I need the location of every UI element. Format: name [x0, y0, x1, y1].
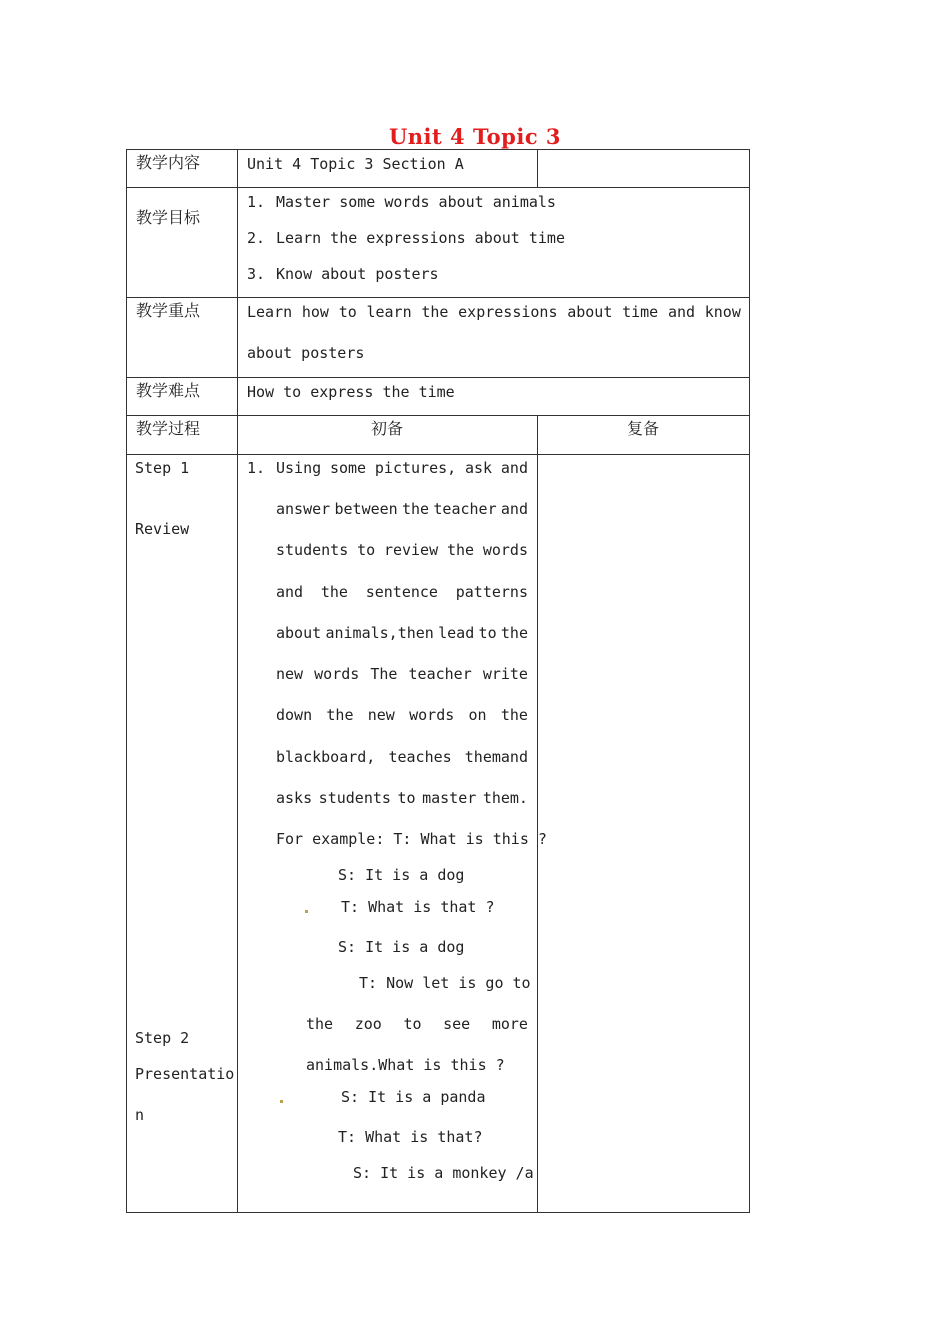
word: patterns — [455, 583, 528, 601]
word: The — [370, 665, 398, 683]
body-line — [276, 748, 528, 766]
word: teacher — [433, 500, 497, 518]
word: asks — [276, 789, 313, 807]
word: review — [383, 541, 439, 559]
word: and — [667, 303, 696, 321]
word: animals,then — [325, 624, 434, 642]
word: the — [500, 706, 528, 724]
row-label-key-points: 教学重点 — [136, 301, 201, 320]
word: master — [422, 789, 477, 807]
word: to — [397, 789, 416, 807]
dialogue-line: S: It is a panda — [341, 1088, 486, 1106]
table-rule — [126, 415, 750, 416]
word: to — [338, 303, 357, 321]
key-points-line: about posters — [247, 344, 365, 362]
word: expressions — [458, 303, 558, 321]
column-header-review: 复备 — [627, 419, 660, 438]
word: ask — [465, 459, 493, 477]
word: sentence — [365, 583, 438, 601]
table-rule — [126, 377, 750, 378]
word: and — [500, 459, 528, 477]
word: down — [276, 706, 313, 724]
step-label: Step 1 — [135, 459, 190, 477]
table-rule — [126, 454, 750, 455]
row-label-difficulties: 教学难点 — [136, 381, 201, 400]
word: know — [704, 303, 741, 321]
body-line — [276, 500, 528, 518]
body-line — [276, 706, 528, 724]
word: time — [622, 303, 659, 321]
example-line: For example: T: What is this ? — [276, 830, 547, 848]
word: see — [443, 1015, 471, 1033]
goal-number: 3. — [247, 265, 266, 283]
table-rule — [126, 1212, 750, 1213]
table-rule — [126, 149, 750, 150]
word: themand — [464, 748, 528, 766]
step-label: n — [135, 1106, 145, 1124]
word: Learn — [247, 303, 293, 321]
word: about — [567, 303, 613, 321]
goal-text: Master some words about animals — [276, 193, 556, 211]
word: and — [500, 500, 528, 518]
word: between — [334, 500, 398, 518]
lesson-plan-table — [126, 149, 750, 1213]
body-line — [276, 583, 528, 601]
word: learn — [366, 303, 412, 321]
table-rule — [537, 149, 538, 188]
word: more — [491, 1015, 528, 1033]
row-label-process: 教学过程 — [136, 419, 201, 438]
row-label-content: 教学内容 — [136, 153, 201, 172]
key-points-line — [247, 303, 741, 321]
content-value: Unit 4 Topic 3 Section A — [247, 155, 464, 173]
column-header-initial: 初备 — [371, 419, 404, 438]
dialogue-line: T: Now let is go to — [359, 974, 531, 992]
word: to — [403, 1015, 422, 1033]
word: to — [357, 541, 376, 559]
table-rule — [126, 149, 127, 1213]
word: pictures, — [374, 459, 457, 477]
word: blackboard, — [276, 748, 376, 766]
word: lead — [438, 624, 475, 642]
word: on — [468, 706, 487, 724]
dialogue-line: S: It is a monkey /a — [353, 1164, 534, 1182]
word: zoo — [354, 1015, 382, 1033]
word: the — [421, 303, 449, 321]
word: words — [409, 706, 455, 724]
body-line — [276, 541, 528, 559]
word: to — [478, 624, 497, 642]
document-title: Unit 4 Topic 3 — [388, 124, 562, 149]
word: them. — [482, 789, 528, 807]
word: Using — [276, 459, 322, 477]
body-line — [276, 459, 528, 477]
table-rule — [126, 297, 750, 298]
word: the — [320, 583, 348, 601]
word: the — [500, 624, 528, 642]
word: new — [276, 665, 304, 683]
dialogue-line: T: What is that ? — [341, 898, 495, 916]
body-line — [306, 1015, 528, 1033]
goal-number: 1. — [247, 193, 266, 211]
body-line: animals.What is this ? — [306, 1056, 505, 1074]
step-label: Step 2 — [135, 1029, 190, 1047]
word: new — [367, 706, 395, 724]
dialogue-line: T: What is that? — [338, 1128, 483, 1146]
table-rule — [537, 415, 538, 1213]
step-label: Presentatio — [135, 1065, 235, 1083]
word: the — [306, 1015, 334, 1033]
word: answer — [276, 500, 331, 518]
item-number: 1. — [247, 459, 266, 477]
word: words — [482, 541, 528, 559]
word: the — [446, 541, 475, 559]
word: some — [329, 459, 367, 477]
goal-text: Learn the expressions about time — [276, 229, 565, 247]
word: teacher — [408, 665, 472, 683]
difficulties-value: How to express the time — [247, 383, 455, 401]
word: the — [326, 706, 354, 724]
word: teaches — [388, 748, 452, 766]
word: students — [318, 789, 391, 807]
word: students — [276, 541, 349, 559]
dialogue-line: S: It is a dog — [338, 938, 465, 956]
word: how — [301, 303, 329, 321]
table-rule — [237, 149, 238, 1213]
word: words — [314, 665, 360, 683]
body-line — [276, 624, 528, 642]
body-line — [276, 665, 528, 683]
scan-speck — [305, 910, 308, 913]
word: write — [482, 665, 528, 683]
table-rule — [749, 149, 750, 1213]
row-label-goals: 教学目标 — [136, 208, 201, 227]
goal-number: 2. — [247, 229, 266, 247]
dialogue-line: S: It is a dog — [338, 866, 465, 884]
word: about — [276, 624, 322, 642]
word: and — [276, 583, 304, 601]
word: the — [402, 500, 430, 518]
table-rule — [126, 187, 750, 188]
step-label: Review — [135, 520, 190, 538]
body-line — [276, 789, 528, 807]
goal-text: Know about posters — [276, 265, 439, 283]
scan-speck — [280, 1100, 283, 1103]
